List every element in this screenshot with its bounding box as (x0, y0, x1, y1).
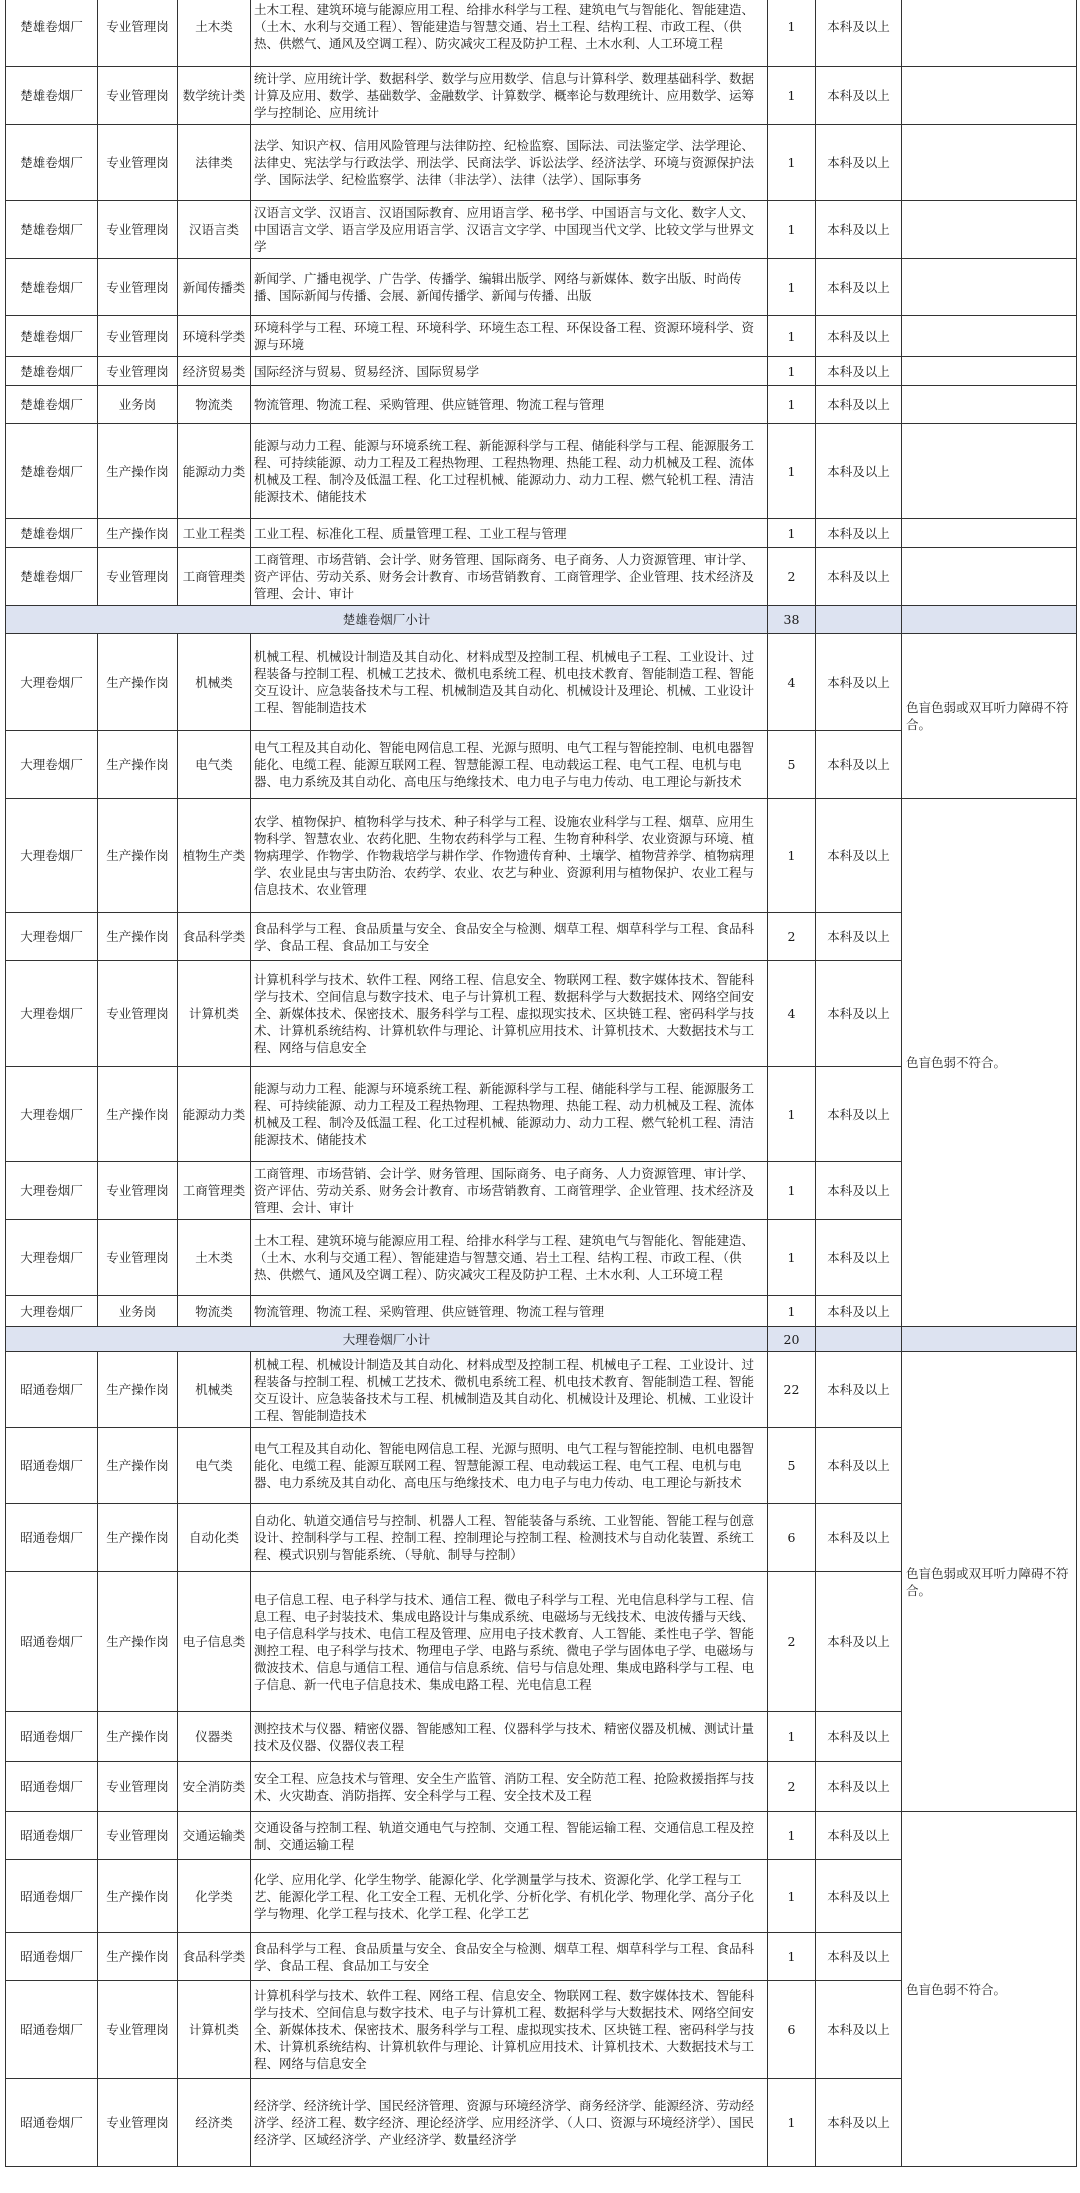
education-cell: 本科及以上 (816, 424, 902, 519)
subtotal-label: 大理卷烟厂小计 (6, 1327, 768, 1352)
company-cell: 楚雄卷烟厂 (6, 316, 98, 357)
note-cell (902, 201, 1077, 259)
subtotal-blank (816, 606, 902, 634)
category-cell: 物流类 (178, 386, 251, 424)
note-cell: 色盲色弱不符合。 (902, 799, 1077, 1327)
table-row (6, 519, 1077, 548)
table-row (6, 259, 1077, 316)
category-cell: 工商管理类 (178, 1162, 251, 1220)
majors-cell: 工商管理、市场营销、会计学、财务管理、国际商务、电子商务、人力资源管理、审计学、资产评估、劳动关系、财务会计教育、市场营销教育、工商管理学、企业管理、技术经济及管理、会计、审计 (251, 548, 768, 606)
position-cell: 生产操作岗 (98, 1428, 178, 1504)
company-cell: 大理卷烟厂 (6, 1296, 98, 1327)
note-cell (902, 259, 1077, 316)
majors-cell: 土木工程、建筑环境与能源应用工程、给排水科学与工程、建筑电气与智能化、智能建造、（土木、水利与交通工程）、智能建造与智慧交通、岩土工程、结构工程、市政工程、（供热、供燃气、通风及空调工程）、防灾减灾工程及防护工程、土木水利、人工环境工程 (251, 0, 768, 67)
education-cell: 本科及以上 (816, 1812, 902, 1860)
count-cell: 2 (768, 548, 816, 606)
education-cell: 本科及以上 (816, 386, 902, 424)
category-cell: 计算机类 (178, 961, 251, 1067)
recruitment-table (5, 0, 1077, 2167)
education-cell: 本科及以上 (816, 0, 902, 67)
education-cell: 本科及以上 (816, 634, 902, 731)
position-cell: 专业管理岗 (98, 201, 178, 259)
education-cell: 本科及以上 (816, 67, 902, 125)
note-cell (902, 0, 1077, 67)
company-cell: 楚雄卷烟厂 (6, 125, 98, 201)
category-cell: 能源动力类 (178, 424, 251, 519)
company-cell: 昭通卷烟厂 (6, 1712, 98, 1762)
education-cell: 本科及以上 (816, 1352, 902, 1428)
majors-cell: 机械工程、机械设计制造及其自动化、材料成型及控制工程、机械电子工程、工业设计、过程装备与控制工程、机械工艺技术、微机电系统工程、机电技术教育、智能制造工程、智能交互设计、应急装备技术与工程、机械制造及其自动化、机械设计及理论、机械、工业设计工程、智能制造技术 (251, 634, 768, 731)
company-cell: 昭通卷烟厂 (6, 1933, 98, 1981)
position-cell: 生产操作岗 (98, 424, 178, 519)
majors-cell: 汉语言文学、汉语言、汉语国际教育、应用语言学、秘书学、中国语言与文化、数字人文、中国语言文学、语言学及应用语言学、汉语言文字学、中国现当代文学、比较文学与世界文学 (251, 201, 768, 259)
company-cell: 大理卷烟厂 (6, 1067, 98, 1162)
education-cell: 本科及以上 (816, 1572, 902, 1712)
education-cell: 本科及以上 (816, 125, 902, 201)
position-cell: 专业管理岗 (98, 961, 178, 1067)
count-cell: 1 (768, 201, 816, 259)
category-cell: 化学类 (178, 1860, 251, 1933)
company-cell: 大理卷烟厂 (6, 634, 98, 731)
category-cell: 土木类 (178, 0, 251, 67)
position-cell: 专业管理岗 (98, 357, 178, 386)
category-cell: 机械类 (178, 1352, 251, 1428)
note-cell: 色盲色弱或双耳听力障碍不符合。 (902, 634, 1077, 799)
education-cell: 本科及以上 (816, 1860, 902, 1933)
table-row (6, 386, 1077, 424)
count-cell: 1 (768, 1296, 816, 1327)
position-cell: 专业管理岗 (98, 0, 178, 67)
majors-cell: 国际经济与贸易、贸易经济、国际贸易学 (251, 357, 768, 386)
category-cell: 食品科学类 (178, 1933, 251, 1981)
position-cell: 专业管理岗 (98, 125, 178, 201)
count-cell: 1 (768, 1162, 816, 1220)
position-cell: 专业管理岗 (98, 259, 178, 316)
count-cell: 2 (768, 1572, 816, 1712)
education-cell: 本科及以上 (816, 913, 902, 961)
subtotal-row (6, 1327, 1077, 1352)
majors-cell: 自动化、轨道交通信号与控制、机器人工程、智能装备与系统、工业智能、智能工程与创意设计、控制科学与工程、控制工程、控制理论与控制工程、检测技术与自动化装置、系统工程、模式识别与智能系统、（导航、制导与控制） (251, 1504, 768, 1572)
category-cell: 法律类 (178, 125, 251, 201)
category-cell: 机械类 (178, 634, 251, 731)
category-cell: 电气类 (178, 731, 251, 799)
table-row (6, 1812, 1077, 1860)
note-cell (902, 67, 1077, 125)
company-cell: 昭通卷烟厂 (6, 1572, 98, 1712)
majors-cell: 测控技术与仪器、精密仪器、智能感知工程、仪器科学与技术、精密仪器及机械、测试计量技术及仪器、仪器仪表工程 (251, 1712, 768, 1762)
education-cell: 本科及以上 (816, 519, 902, 548)
education-cell: 本科及以上 (816, 1428, 902, 1504)
count-cell: 2 (768, 1762, 816, 1812)
company-cell: 楚雄卷烟厂 (6, 201, 98, 259)
category-cell: 食品科学类 (178, 913, 251, 961)
company-cell: 楚雄卷烟厂 (6, 519, 98, 548)
education-cell: 本科及以上 (816, 2079, 902, 2167)
position-cell: 生产操作岗 (98, 1572, 178, 1712)
count-cell: 1 (768, 386, 816, 424)
education-cell: 本科及以上 (816, 1162, 902, 1220)
majors-cell: 物流管理、物流工程、采购管理、供应链管理、物流工程与管理 (251, 1296, 768, 1327)
education-cell: 本科及以上 (816, 201, 902, 259)
category-cell: 新闻传播类 (178, 259, 251, 316)
count-cell: 1 (768, 0, 816, 67)
position-cell: 生产操作岗 (98, 1933, 178, 1981)
company-cell: 昭通卷烟厂 (6, 1352, 98, 1428)
majors-cell: 电子信息工程、电子科学与技术、通信工程、微电子科学与工程、光电信息科学与工程、信息工程、电子封装技术、集成电路设计与集成系统、电磁场与无线技术、电波传播与天线、电子信息科学与技术、电信工程及管理、应用电子技术教育、人工智能、柔性电子学、智能测控工程、电子科学与技术、物理电子学、电路与系统、微电子学与固体电子学、电磁场与微波技术、信息与通信工程、通信与信息系统、信号与信息处理、集成电路科学与工程、电子信息、新一代电子信息技术、集成电路工程、光电信息工程 (251, 1572, 768, 1712)
majors-cell: 统计学、应用统计学、数据科学、数学与应用数学、信息与计算科学、数理基础科学、数据计算及应用、数学、基础数学、金融数学、计算数学、概率论与数理统计、应用数学、运筹学与控制论、应用统计 (251, 67, 768, 125)
education-cell: 本科及以上 (816, 1762, 902, 1812)
position-cell: 专业管理岗 (98, 1220, 178, 1296)
company-cell: 大理卷烟厂 (6, 1220, 98, 1296)
table-row (6, 67, 1077, 125)
table-row (6, 357, 1077, 386)
position-cell: 生产操作岗 (98, 1860, 178, 1933)
education-cell: 本科及以上 (816, 1933, 902, 1981)
table-row (6, 1352, 1077, 1428)
education-cell: 本科及以上 (816, 1504, 902, 1572)
category-cell: 电子信息类 (178, 1572, 251, 1712)
note-cell: 色盲色弱或双耳听力障碍不符合。 (902, 1352, 1077, 1812)
position-cell: 专业管理岗 (98, 2079, 178, 2167)
note-cell (902, 125, 1077, 201)
position-cell: 专业管理岗 (98, 1762, 178, 1812)
category-cell: 交通运输类 (178, 1812, 251, 1860)
company-cell: 楚雄卷烟厂 (6, 386, 98, 424)
position-cell: 生产操作岗 (98, 1352, 178, 1428)
category-cell: 经济类 (178, 2079, 251, 2167)
majors-cell: 新闻学、广播电视学、广告学、传播学、编辑出版学、网络与新媒体、数字出版、时尚传播、国际新闻与传播、会展、新闻传播学、新闻与传播、出版 (251, 259, 768, 316)
position-cell: 生产操作岗 (98, 913, 178, 961)
position-cell: 生产操作岗 (98, 731, 178, 799)
subtotal-blank (902, 1327, 1077, 1352)
majors-cell: 能源与动力工程、能源与环境系统工程、新能源科学与工程、储能科学与工程、能源服务工程、可持续能源、动力工程及工程热物理、工程热物理、热能工程、动力机械及工程、流体机械及工程、制冷及低温工程、化工过程机械、能源动力、动力工程、燃气轮机工程、清洁能源技术、储能技术 (251, 424, 768, 519)
count-cell: 6 (768, 1504, 816, 1572)
category-cell: 工业工程类 (178, 519, 251, 548)
position-cell: 生产操作岗 (98, 634, 178, 731)
position-cell: 专业管理岗 (98, 1981, 178, 2079)
education-cell: 本科及以上 (816, 1296, 902, 1327)
table-row (6, 0, 1077, 67)
majors-cell: 农学、植物保护、植物科学与技术、种子科学与工程、设施农业科学与工程、烟草、应用生物科学、智慧农业、农药化肥、生物农药科学与工程、生物育种科学、农业资源与环境、植物病理学、作物学、作物栽培学与耕作学、作物遗传育种、土壤学、植物营养学、植物病理学、农业昆虫与害虫防治、农药学、农业、农艺与种业、资源利用与植物保护、农业工程与信息技术、农业管理 (251, 799, 768, 913)
majors-cell: 工商管理、市场营销、会计学、财务管理、国际商务、电子商务、人力资源管理、审计学、资产评估、劳动关系、财务会计教育、市场营销教育、工商管理学、企业管理、技术经济及管理、会计、审计 (251, 1162, 768, 1220)
count-cell: 1 (768, 357, 816, 386)
subtotal-count: 38 (768, 606, 816, 634)
subtotal-blank (902, 606, 1077, 634)
count-cell: 2 (768, 913, 816, 961)
subtotal-row (6, 606, 1077, 634)
majors-cell: 法学、知识产权、信用风险管理与法律防控、纪检监察、国际法、司法鉴定学、法学理论、法律史、宪法学与行政法学、刑法学、民商法学、诉讼法学、经济法学、环境与资源保护法学、国际法学、纪检监察学、法律（非法学）、法律（法学）、国际事务 (251, 125, 768, 201)
count-cell: 1 (768, 67, 816, 125)
subtotal-count: 20 (768, 1327, 816, 1352)
subtotal-blank (816, 1327, 902, 1352)
company-cell: 楚雄卷烟厂 (6, 0, 98, 67)
position-cell: 业务岗 (98, 1296, 178, 1327)
count-cell: 22 (768, 1352, 816, 1428)
company-cell: 大理卷烟厂 (6, 731, 98, 799)
majors-cell: 交通设备与控制工程、轨道交通电气与控制、交通工程、智能运输工程、交通信息工程及控制、交通运输工程 (251, 1812, 768, 1860)
education-cell: 本科及以上 (816, 357, 902, 386)
majors-cell: 安全工程、应急技术与管理、安全生产监管、消防工程、安全防范工程、抢险救援指挥与技术、火灾勘查、消防指挥、安全科学与工程、安全技术及工程 (251, 1762, 768, 1812)
count-cell: 5 (768, 731, 816, 799)
position-cell: 生产操作岗 (98, 519, 178, 548)
position-cell: 生产操作岗 (98, 1504, 178, 1572)
company-cell: 昭通卷烟厂 (6, 1860, 98, 1933)
majors-cell: 电气工程及其自动化、智能电网信息工程、光源与照明、电气工程与智能控制、电机电器智能化、电缆工程、能源互联网工程、智慧能源工程、电动载运工程、电气工程、电机与电器、电力系统及其自动化、高电压与绝缘技术、电力电子与电力传动、电工理论与新技术 (251, 731, 768, 799)
count-cell: 4 (768, 961, 816, 1067)
subtotal-label: 楚雄卷烟厂小计 (6, 606, 768, 634)
note-cell (902, 519, 1077, 548)
position-cell: 生产操作岗 (98, 1067, 178, 1162)
education-cell: 本科及以上 (816, 1220, 902, 1296)
count-cell: 1 (768, 125, 816, 201)
category-cell: 汉语言类 (178, 201, 251, 259)
majors-cell: 物流管理、物流工程、采购管理、供应链管理、物流工程与管理 (251, 386, 768, 424)
company-cell: 大理卷烟厂 (6, 1162, 98, 1220)
majors-cell: 机械工程、机械设计制造及其自动化、材料成型及控制工程、机械电子工程、工业设计、过程装备与控制工程、机械工艺技术、微机电系统工程、机电技术教育、智能制造工程、智能交互设计、应急装备技术与工程、机械制造及其自动化、机械设计及理论、机械、工业设计工程、智能制造技术 (251, 1352, 768, 1428)
company-cell: 昭通卷烟厂 (6, 1762, 98, 1812)
category-cell: 工商管理类 (178, 548, 251, 606)
count-cell: 1 (768, 259, 816, 316)
count-cell: 1 (768, 1933, 816, 1981)
category-cell: 能源动力类 (178, 1067, 251, 1162)
category-cell: 电气类 (178, 1428, 251, 1504)
education-cell: 本科及以上 (816, 316, 902, 357)
majors-cell: 计算机科学与技术、软件工程、网络工程、信息安全、物联网工程、数字媒体技术、智能科学与技术、空间信息与数字技术、电子与计算机工程、数据科学与大数据技术、网络空间安全、新媒体技术、保密技术、服务科学与工程、虚拟现实技术、区块链工程、密码科学与技术、计算机系统结构、计算机软件与理论、计算机应用技术、计算机技术、大数据技术与工程、网络与信息安全 (251, 1981, 768, 2079)
category-cell: 自动化类 (178, 1504, 251, 1572)
company-cell: 大理卷烟厂 (6, 913, 98, 961)
count-cell: 1 (768, 799, 816, 913)
education-cell: 本科及以上 (816, 799, 902, 913)
count-cell: 1 (768, 424, 816, 519)
company-cell: 昭通卷烟厂 (6, 1504, 98, 1572)
category-cell: 物流类 (178, 1296, 251, 1327)
company-cell: 楚雄卷烟厂 (6, 424, 98, 519)
category-cell: 安全消防类 (178, 1762, 251, 1812)
company-cell: 大理卷烟厂 (6, 799, 98, 913)
majors-cell: 能源与动力工程、能源与环境系统工程、新能源科学与工程、储能科学与工程、能源服务工程、可持续能源、动力工程及工程热物理、工程热物理、热能工程、动力机械及工程、流体机械及工程、制冷及低温工程、化工过程机械、能源动力、动力工程、燃气轮机工程、清洁能源技术、储能技术 (251, 1067, 768, 1162)
category-cell: 经济贸易类 (178, 357, 251, 386)
company-cell: 昭通卷烟厂 (6, 1812, 98, 1860)
count-cell: 1 (768, 519, 816, 548)
majors-cell: 食品科学与工程、食品质量与安全、食品安全与检测、烟草工程、烟草科学与工程、食品科学、食品工程、食品加工与安全 (251, 1933, 768, 1981)
majors-cell: 计算机科学与技术、软件工程、网络工程、信息安全、物联网工程、数字媒体技术、智能科学与技术、空间信息与数字技术、电子与计算机工程、数据科学与大数据技术、网络空间安全、新媒体技术、保密技术、服务科学与工程、虚拟现实技术、区块链工程、密码科学与技术、计算机系统结构、计算机软件与理论、计算机应用技术、计算机技术、大数据技术与工程、网络与信息安全 (251, 961, 768, 1067)
count-cell: 5 (768, 1428, 816, 1504)
table-row (6, 548, 1077, 606)
category-cell: 植物生产类 (178, 799, 251, 913)
note-cell (902, 357, 1077, 386)
note-cell (902, 424, 1077, 519)
majors-cell: 经济学、经济统计学、国民经济管理、资源与环境经济学、商务经济学、能源经济、劳动经济学、经济工程、数字经济、理论经济学、应用经济学、（人口、资源与环境经济学）、国民经济学、区域经济学、产业经济学、数量经济学 (251, 2079, 768, 2167)
count-cell: 4 (768, 634, 816, 731)
position-cell: 生产操作岗 (98, 799, 178, 913)
category-cell: 环境科学类 (178, 316, 251, 357)
education-cell: 本科及以上 (816, 1712, 902, 1762)
position-cell: 专业管理岗 (98, 1812, 178, 1860)
majors-cell: 电气工程及其自动化、智能电网信息工程、光源与照明、电气工程与智能控制、电机电器智能化、电缆工程、能源互联网工程、智慧能源工程、电动载运工程、电气工程、电机与电器、电力系统及其自动化、高电压与绝缘技术、电力电子与电力传动、电工理论与新技术 (251, 1428, 768, 1504)
table-row (6, 634, 1077, 731)
education-cell: 本科及以上 (816, 1981, 902, 2079)
company-cell: 大理卷烟厂 (6, 961, 98, 1067)
table-row (6, 201, 1077, 259)
position-cell: 专业管理岗 (98, 316, 178, 357)
note-cell (902, 548, 1077, 606)
education-cell: 本科及以上 (816, 731, 902, 799)
category-cell: 土木类 (178, 1220, 251, 1296)
category-cell: 数学统计类 (178, 67, 251, 125)
note-cell: 色盲色弱不符合。 (902, 1812, 1077, 2167)
company-cell: 昭通卷烟厂 (6, 2079, 98, 2167)
position-cell: 专业管理岗 (98, 1162, 178, 1220)
count-cell: 1 (768, 1712, 816, 1762)
majors-cell: 土木工程、建筑环境与能源应用工程、给排水科学与工程、建筑电气与智能化、智能建造、（土木、水利与交通工程）、智能建造与智慧交通、岩土工程、结构工程、市政工程、（供热、供燃气、通风及空调工程）、防灾减灾工程及防护工程、土木水利、人工环境工程 (251, 1220, 768, 1296)
table-row (6, 799, 1077, 913)
note-cell (902, 386, 1077, 424)
company-cell: 楚雄卷烟厂 (6, 259, 98, 316)
majors-cell: 食品科学与工程、食品质量与安全、食品安全与检测、烟草工程、烟草科学与工程、食品科学、食品工程、食品加工与安全 (251, 913, 768, 961)
table-row (6, 316, 1077, 357)
company-cell: 昭通卷烟厂 (6, 1981, 98, 2079)
position-cell: 专业管理岗 (98, 67, 178, 125)
count-cell: 1 (768, 2079, 816, 2167)
position-cell: 专业管理岗 (98, 548, 178, 606)
position-cell: 业务岗 (98, 386, 178, 424)
count-cell: 1 (768, 1812, 816, 1860)
majors-cell: 化学、应用化学、化学生物学、能源化学、化学测量学与技术、资源化学、化学工程与工艺、能源化学工程、化工安全工程、无机化学、分析化学、有机化学、物理化学、高分子化学与物理、化学工程与技术、化学工程、化学工艺 (251, 1860, 768, 1933)
count-cell: 1 (768, 1860, 816, 1933)
education-cell: 本科及以上 (816, 548, 902, 606)
majors-cell: 环境科学与工程、环境工程、环境科学、环境生态工程、环保设备工程、资源环境科学、资源与环境 (251, 316, 768, 357)
table-row (6, 125, 1077, 201)
company-cell: 昭通卷烟厂 (6, 1428, 98, 1504)
position-cell: 生产操作岗 (98, 1712, 178, 1762)
category-cell: 计算机类 (178, 1981, 251, 2079)
education-cell: 本科及以上 (816, 1067, 902, 1162)
category-cell: 仪器类 (178, 1712, 251, 1762)
education-cell: 本科及以上 (816, 961, 902, 1067)
company-cell: 楚雄卷烟厂 (6, 67, 98, 125)
table-row (6, 424, 1077, 519)
company-cell: 楚雄卷烟厂 (6, 357, 98, 386)
note-cell (902, 316, 1077, 357)
count-cell: 6 (768, 1981, 816, 2079)
education-cell: 本科及以上 (816, 259, 902, 316)
company-cell: 楚雄卷烟厂 (6, 548, 98, 606)
count-cell: 1 (768, 316, 816, 357)
count-cell: 1 (768, 1220, 816, 1296)
count-cell: 1 (768, 1067, 816, 1162)
majors-cell: 工业工程、标准化工程、质量管理工程、工业工程与管理 (251, 519, 768, 548)
